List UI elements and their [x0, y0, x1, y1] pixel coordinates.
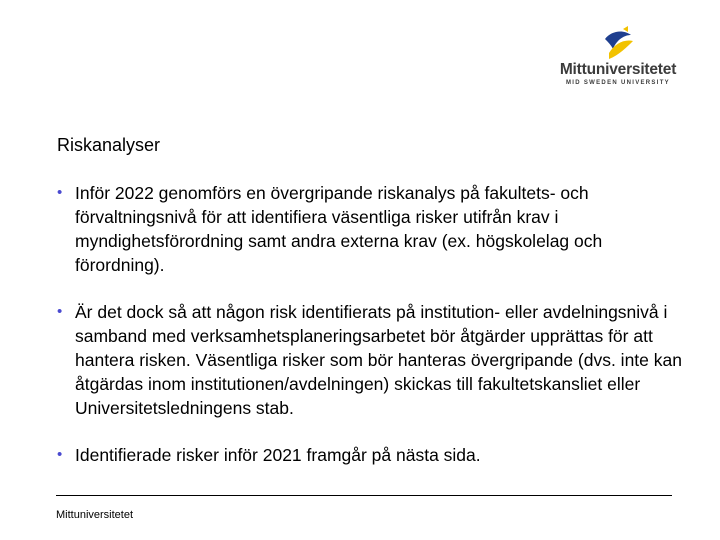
logo-subtitle: MID SWEDEN UNIVERSITY — [566, 80, 670, 86]
bullet-dot-icon: • — [57, 184, 63, 201]
bullet-dot-icon: • — [57, 446, 63, 463]
bullet-item — [55, 443, 695, 467]
bullet-list — [55, 181, 695, 490]
footer-text: Mittuniversitetet — [56, 509, 134, 521]
bullet-text: Är det dock så att någon risk identifierats på institution- eller avdelningsnivå i samband med verksamhetsplaneringsarbetet bör åtgärder upprättas för att hantera risken. Väsentliga risker som bör hanteras övergripande (dvs. inte kan åtgärdas inom institutionen/avdelningen) skickas till fakultetskansliet eller Universitetsledningens stab. — [75, 302, 682, 418]
footer-divider — [56, 495, 672, 496]
bullet-dot-icon: • — [57, 303, 63, 320]
slide-title: Riskanalyser — [57, 135, 161, 155]
bullet-text: Identifierade risker inför 2021 framgår på nästa sida. — [75, 445, 481, 465]
university-logo — [553, 25, 683, 93]
logo-emblem-icon — [601, 25, 635, 61]
bullet-item — [55, 300, 695, 420]
logo-wordmark: Mittuniversitetet — [559, 61, 677, 78]
bullet-item — [55, 181, 695, 277]
bullet-text: Inför 2022 genomförs en övergripande riskanalys på fakultets- och förvaltningsnivå för att identifiera väsentliga risker utifrån krav i myndighetsförordning samt andra externa krav (ex. högskolelag och förordning). — [75, 183, 603, 275]
